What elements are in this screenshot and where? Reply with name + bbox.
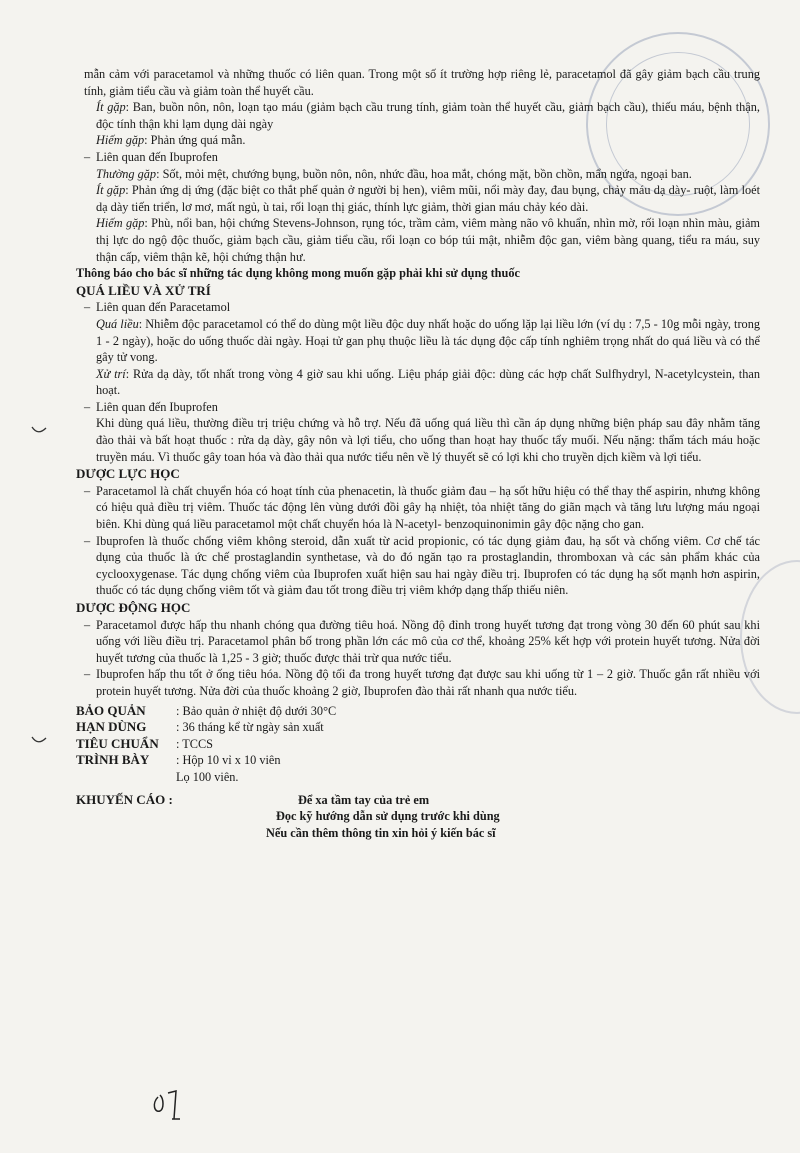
- warning-line: Đọc kỹ hướng dẫn sử dụng trước khi dùng: [276, 809, 500, 824]
- info-row-storage: [76, 703, 760, 720]
- label: Hiếm gặp: [96, 216, 145, 231]
- text: : Phản ứng dị ứng (đặc biệt co thắt phế quản ở người bị hen), viêm mũi, nổi mày đay, đau bụng, chảy máu dạ dày- ruột, làm loét dạ dày tiến triển, lơ mơ, mất ngủ, ù tai, rối loạn thị giác, thính lực giảm, thời gian máu chảy kéo dài.: [96, 183, 761, 214]
- warning-label: KHUYẾN CÁO :: [76, 791, 173, 807]
- signature-mark: [150, 1085, 190, 1125]
- section-heading: DƯỢC LỰC HỌC: [76, 466, 180, 482]
- label: Ít gặp: [96, 100, 126, 115]
- info-label: TRÌNH BÀY: [76, 752, 150, 768]
- label: Thường gặp: [96, 166, 157, 181]
- list-item: – Liên quan đến Ibuprofen: [84, 149, 760, 166]
- text: : Ban, buồn nôn, nôn, loạn tạo máu (giảm bạch cầu trung tính, giảm toàn thể huyết cầu, giảm bạch cầu), thiếu máu, bệnh thận, độc tính thận khi lạm dụng dài ngày: [96, 100, 760, 131]
- margin-tick-mark: [30, 424, 48, 438]
- info-label: TIÊU CHUẨN: [76, 735, 159, 751]
- warning-line: Nếu cần thêm thông tin xin hỏi ý kiến bác sĩ: [266, 825, 496, 840]
- info-label: HẠN DÙNG: [76, 719, 147, 735]
- info-value: : 36 tháng kể từ ngày sản xuất: [176, 720, 324, 735]
- label: Hiếm gặp: [96, 133, 145, 148]
- paragraph: [84, 132, 760, 149]
- paragraph: mẫn cảm với paracetamol và những thuốc có liên quan. Trong một số ít trường hợp riêng lẻ, paracetamol đã gây giảm bạch cầu trung tính, giảm tiểu cầu và giảm toàn thể huyết cầu.: [84, 67, 760, 98]
- list-item: – Ibuprofen hấp thu tốt ở ống tiêu hóa. Nồng độ tối đa trong huyết tương đạt được sau khi uống từ 1 – 2 giờ. Thuốc gắn rất nhiều với protein huyết tương. Nửa đời của thuốc khoảng 2 giờ, Ibuprofen đào thải rất nhanh qua nước tiểu.: [84, 666, 760, 699]
- paragraph: Khi dùng quá liều, thường điều trị triệu chứng và hỗ trợ. Nếu đã uống quá liều thì cần áp dụng những biện pháp sau đây nhằm tăng đào thải và bất hoạt thuốc : rửa dạ dày, gây nôn và lợi tiểu, cho uống than hoạt hay thuốc tẩy muối. Nếu nặng: thẩm tách máu hoặc truyền máu. Vì thuốc gây toan hóa và đào thải qua nước tiểu nên về lý thuyết sẽ có lợi khi cho truyền dịch kiềm và lợi tiểu.: [96, 416, 760, 464]
- info-label: BẢO QUẢN: [76, 702, 146, 718]
- label: Xử trí: [96, 366, 126, 381]
- leaflet-page: [76, 66, 761, 841]
- paragraph: [84, 166, 760, 183]
- list-item: – Paracetamol là chất chuyển hóa có hoạt tính của phenacetin, là thuốc giảm đau – hạ sốt hữu hiệu có thể thay thế aspirin, nhưng không có hiệu quả điều trị viêm. Thuốc tác động lên vùng dưới đồi gây hạ nhiệt, tỏa nhiệt tăng do giãn mạch và tăng lưu lượng máu ngoại biên. Khi dùng quá liều paracetamol một chất chuyển hóa là N-acetyl- benzoquinonimin gây độc nặng cho gan.: [84, 483, 760, 533]
- info-value: : Bảo quản ở nhiệt độ dưới 30°C: [176, 703, 337, 718]
- paragraph: [84, 215, 760, 265]
- info-row-standard: [76, 736, 760, 753]
- paragraph: [84, 316, 760, 366]
- text: : Nhiễm độc paracetamol có thể do dùng một liều độc duy nhất hoặc do uống lặp lại liều lớn (ví dụ : 7,5 - 10g mỗi ngày, trong 1 - 2 ngày), hoặc do uống thuốc dài ngày. Hoại tử gan phụ thuộc liều là tác dụng độc cấp tính nghiêm trọng nhất do quá liều và có thể gây tử vong.: [96, 316, 760, 365]
- section-heading: QUÁ LIỀU VÀ XỬ TRÍ: [76, 282, 211, 298]
- info-value: : Hộp 10 vỉ x 10 viên: [176, 753, 281, 768]
- info-value: Lọ 100 viên.: [176, 769, 239, 784]
- margin-tick-mark: [30, 734, 48, 748]
- text: : Rửa dạ dày, tốt nhất trong vòng 4 giờ sau khi uống. Liệu pháp giải độc: dùng các hợp chất Sulfhydryl, N-acetylcystein, than hoạt.: [96, 366, 760, 398]
- info-row-packaging: [76, 752, 760, 769]
- list-item: – Liên quan đến Paracetamol: [84, 299, 760, 316]
- list-item: – Paracetamol được hấp thu nhanh chóng qua đường tiêu hoá. Nồng độ đỉnh trong huyết tương đạt trong vòng 30 đến 60 phút sau khi uống với liều điều trị. Paracetamol phân bố trong phần lớn các mô của cơ thể, khoảng 25% kết hợp với protein huyết tương. Nửa đời huyết tương của thuốc là 1,25 - 3 giờ; thuốc được thải trừ qua nước tiểu.: [84, 617, 760, 667]
- notice-text: Thông báo cho bác sĩ những tác dụng không mong muốn gặp phải khi sử dụng thuốc: [76, 266, 520, 281]
- info-row-shelf-life: [76, 719, 760, 736]
- warning-lines: [266, 792, 760, 842]
- paragraph: [84, 182, 760, 215]
- warning-line: Để xa tầm tay của trẻ em: [298, 792, 430, 807]
- list-item: – Ibuprofen là thuốc chống viêm không steroid, dẫn xuất từ acid propionic, có tác dụng giảm đau, hạ sốt và chống viêm. Cơ chế tác dụng của thuốc là ức chế prostaglandin synthetase, và do đó ngăn tạo ra prostaglandin, thromboxan và các sản phẩm khác của cyclooxygenase. Tác dụng chống viêm của Ibuprofen xuất hiện sau hai ngày điều trị. Ibuprofen có tác dụng hạ sốt mạnh hơn aspirin, thuốc có tác dụng chống viêm tốt và giảm đau tốt trong điều trị viêm khớp dạng thấp thiếu niên.: [84, 533, 760, 599]
- text: : Phù, nổi ban, hội chứng Stevens-Johnson, rụng tóc, trầm cảm, viêm màng não vô khuẩn, nhìn mờ, rối loạn nhìn màu, giảm thị lực do ngộ độc thuốc, giảm bạch cầu, giảm tiểu cầu, rối loạn co bóp túi mật, nhiễm độc gan, viêm bàng quang, tiểu ra máu, suy thận cấp, viêm thận kẽ, hội chứng thận hư.: [96, 216, 760, 264]
- label: Ít gặp: [96, 183, 126, 198]
- info-value: : TCCS: [176, 736, 214, 751]
- paragraph: [84, 366, 760, 399]
- section-heading: DƯỢC ĐỘNG HỌC: [76, 600, 191, 615]
- label: Quá liều: [96, 316, 139, 331]
- paragraph: [84, 99, 760, 132]
- list-item: – Liên quan đến Ibuprofen: [84, 399, 760, 416]
- text: : Phản ứng quá mẫn.: [144, 133, 246, 148]
- text: : Sốt, mỏi mệt, chướng bụng, buồn nôn, nôn, nhức đầu, hoa mắt, chóng mặt, bồn chồn, mẩn ngứa, ngoại ban.: [156, 166, 692, 181]
- warning-block: [76, 792, 760, 842]
